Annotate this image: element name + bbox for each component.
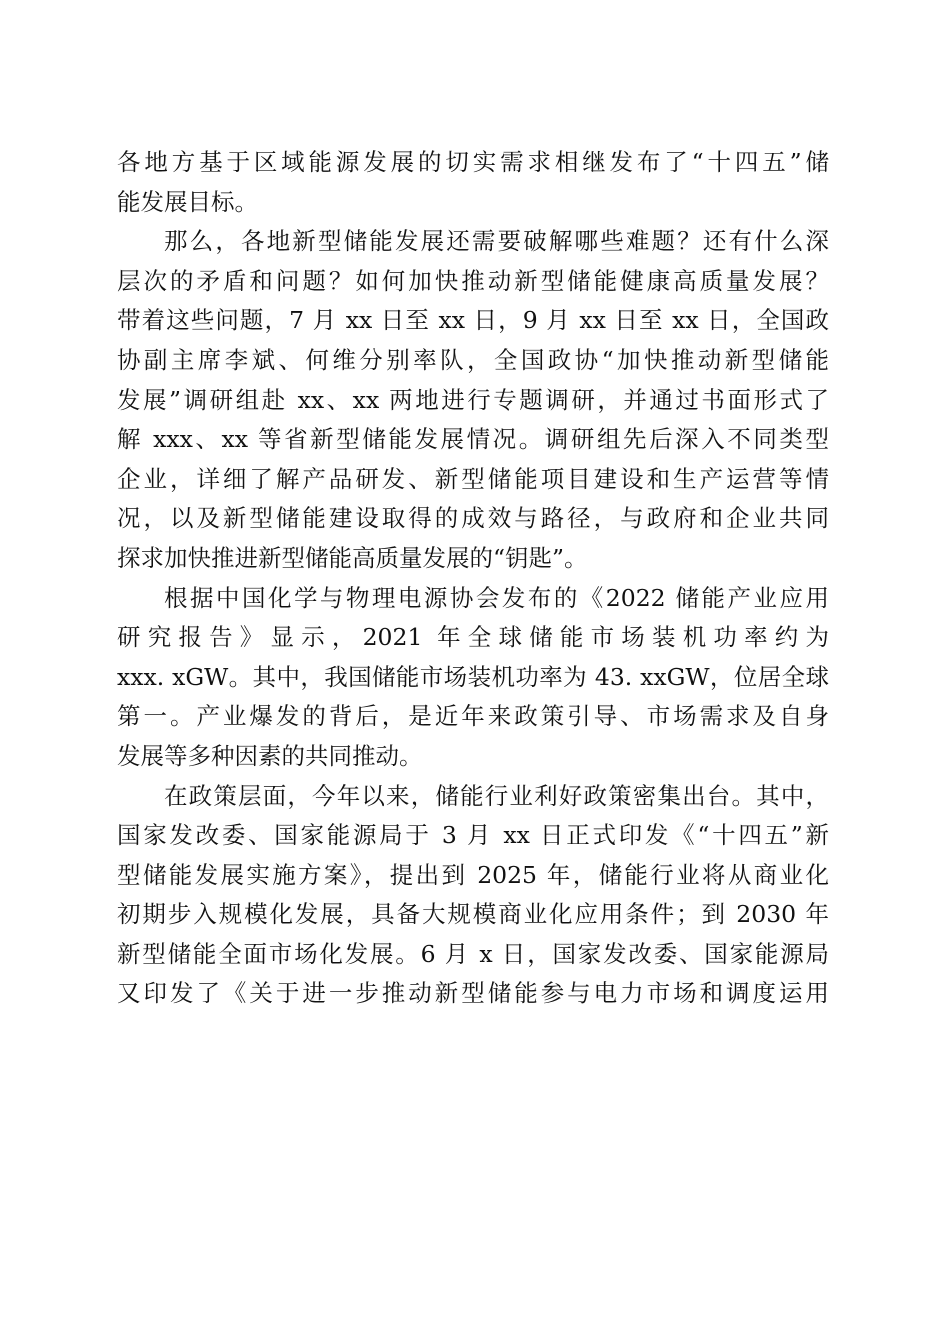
text-line: 在政策层面，今年以来，储能行业利好政策密集出台。其中， — [164, 781, 829, 810]
text-line: 第一。产业爆发的背后，是近年来政策引导、市场需求及自身 — [117, 702, 829, 731]
text-line: 各地方基于区域能源发展的切实需求相继发布了“十四五”储 — [117, 148, 829, 176]
text-line: 企业，详细了解产品研发、新型储能项目建设和生产运营等情 — [117, 464, 829, 493]
text-line: 型储能发展实施方案》，提出到 2025 年，储能行业将从商业化 — [117, 860, 829, 889]
text-line: 探求加快推进新型储能高质量发展的“钥匙”。 — [117, 543, 588, 572]
text-line: 根据中国化学与物理电源协会发布的《2022 储能产业应用 — [164, 583, 829, 612]
text-line: 国家发改委、国家能源局于 3 月 xx 日正式印发《“十四五”新 — [117, 821, 829, 850]
text-line: 协副主席李斌、何维分别率队，全国政协“加快推动新型储能 — [117, 345, 829, 374]
text-line: 新型储能全面市场化发展。6 月 x 日，国家发改委、国家能源局 — [117, 939, 829, 968]
text-line: 况，以及新型储能建设取得的成效与路径，与政府和企业共同 — [117, 504, 829, 533]
text-line: 发展等多种因素的共同推动。 — [117, 741, 423, 770]
text-line: 发展”调研组赴 xx、xx 两地进行专题调研，并通过书面形式了 — [117, 385, 829, 414]
text-line: 又印发了《关于进一步推动新型储能参与电力市场和调度运用 — [117, 979, 829, 1008]
text-line: 那么，各地新型储能发展还需要破解哪些难题？还有什么深 — [164, 227, 829, 256]
text-line: 层次的矛盾和问题？如何加快推动新型储能健康高质量发展？ — [117, 266, 829, 295]
text-line: xxx. xGW。其中，我国储能市场装机功率为 43. xxGW，位居全球 — [117, 662, 829, 691]
text-line: 带着这些问题，7 月 xx 日至 xx 日，9 月 xx 日至 xx 日，全国政 — [117, 306, 829, 335]
text-line: 能发展目标。 — [117, 187, 258, 216]
text-line: 研究报告》显示，2021 年全球储能市场装机功率约为 — [117, 623, 829, 652]
document-body — [117, 143, 829, 1014]
text-line: 初期步入规模化发展，具备大规模商业化应用条件；到 2030 年 — [117, 900, 829, 929]
text-line: 解 xxx、xx 等省新型储能发展情况。调研组先后深入不同类型 — [117, 425, 829, 454]
